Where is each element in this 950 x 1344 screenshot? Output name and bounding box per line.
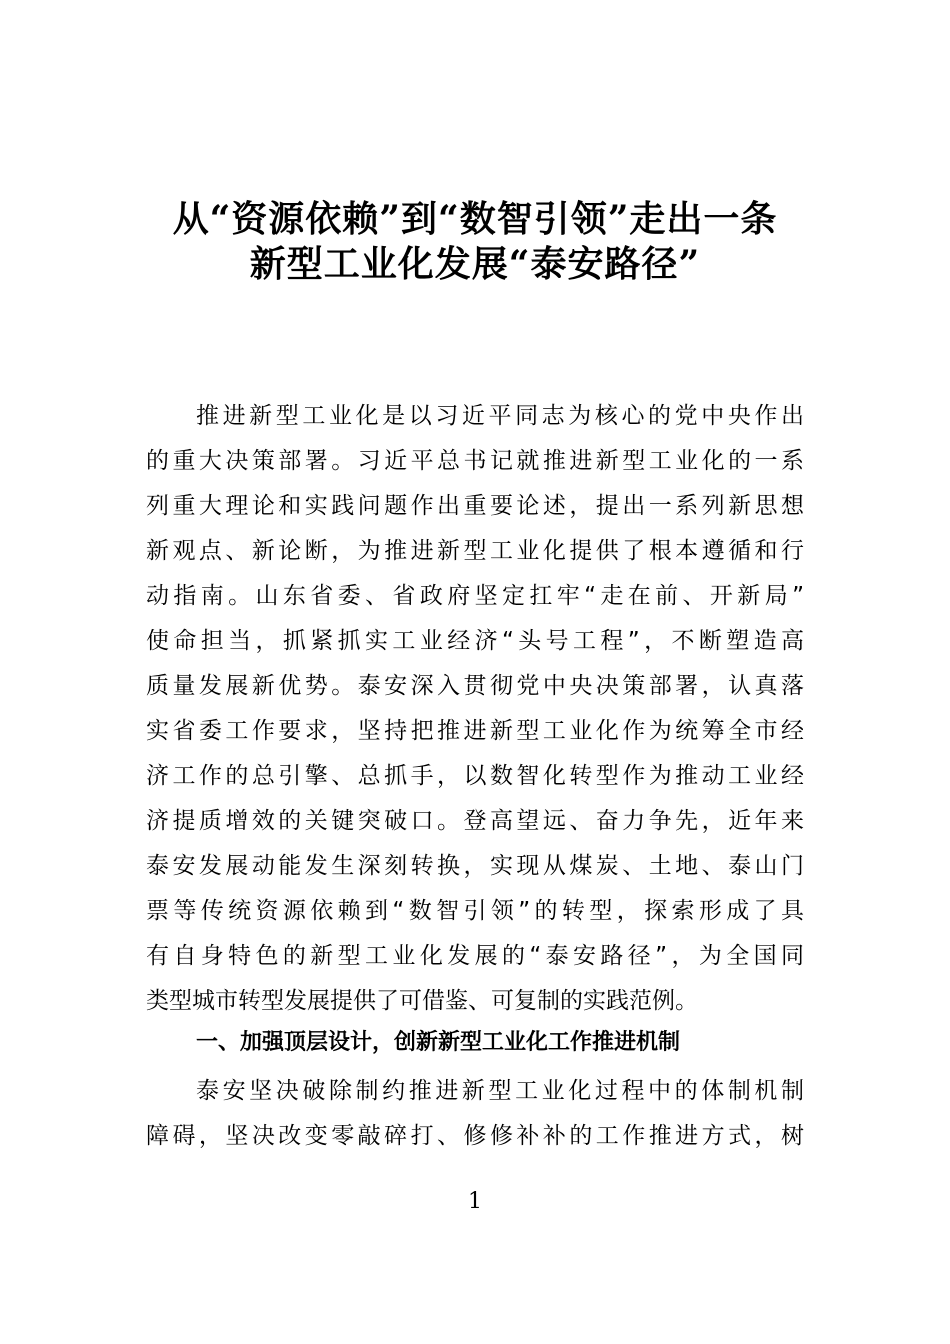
- document-title-line-1: 从“资源依赖”到“数智引领”走出一条: [172, 198, 778, 240]
- intro-line-9: 济工作的总引擎、总抓手，以数智化转型作为推动工业经: [146, 763, 804, 789]
- intro-line-11: 泰安发展动能发生深刻转换，实现从煤炭、土地、泰山门: [146, 853, 804, 879]
- intro-line-10: 济提质增效的关键突破口。登高望远、奋力争先，近年来: [146, 808, 804, 834]
- intro-line-3: 列重大理论和实践问题作出重要论述，提出一系列新思想: [146, 493, 804, 519]
- intro-line-13: 有自身特色的新型工业化发展的“泰安路径”，为全国同: [146, 943, 804, 969]
- intro-line-14: 类型城市转型发展提供了可借鉴、可复制的实践范例。: [146, 988, 698, 1014]
- intro-line-6: 使命担当，抓紧抓实工业经济“头号工程”，不断塑造高: [146, 628, 804, 654]
- intro-line-1: 推进新型工业化是以习近平同志为核心的党中央作出: [196, 403, 804, 429]
- intro-line-4: 新观点、新论断，为推进新型工业化提供了根本遵循和行: [146, 538, 804, 564]
- section-1-line-1: 泰安坚决破除制约推进新型工业化过程中的体制机制: [196, 1078, 804, 1104]
- intro-line-8: 实省委工作要求，坚持把推进新型工业化作为统筹全市经: [146, 718, 804, 744]
- section-1-line-2: 障碍，坚决改变零敲碎打、修修补补的工作推进方式，树: [146, 1123, 804, 1149]
- intro-line-2: 的重大决策部署。习近平总书记就推进新型工业化的一系: [146, 448, 804, 474]
- document-title-line-2: 新型工业化发展“泰安路径”: [249, 243, 701, 285]
- intro-line-12: 票等传统资源依赖到“数智引领”的转型，探索形成了具: [146, 898, 804, 924]
- intro-line-5: 动指南。山东省委、省政府坚定扛牢“走在前、开新局”: [146, 583, 804, 609]
- intro-line-7: 质量发展新优势。泰安深入贯彻党中央决策部署，认真落: [146, 673, 804, 699]
- page-number: 1: [468, 1189, 482, 1214]
- section-1-heading: 一、加强顶层设计，创新新型工业化工作推进机制: [196, 1030, 681, 1055]
